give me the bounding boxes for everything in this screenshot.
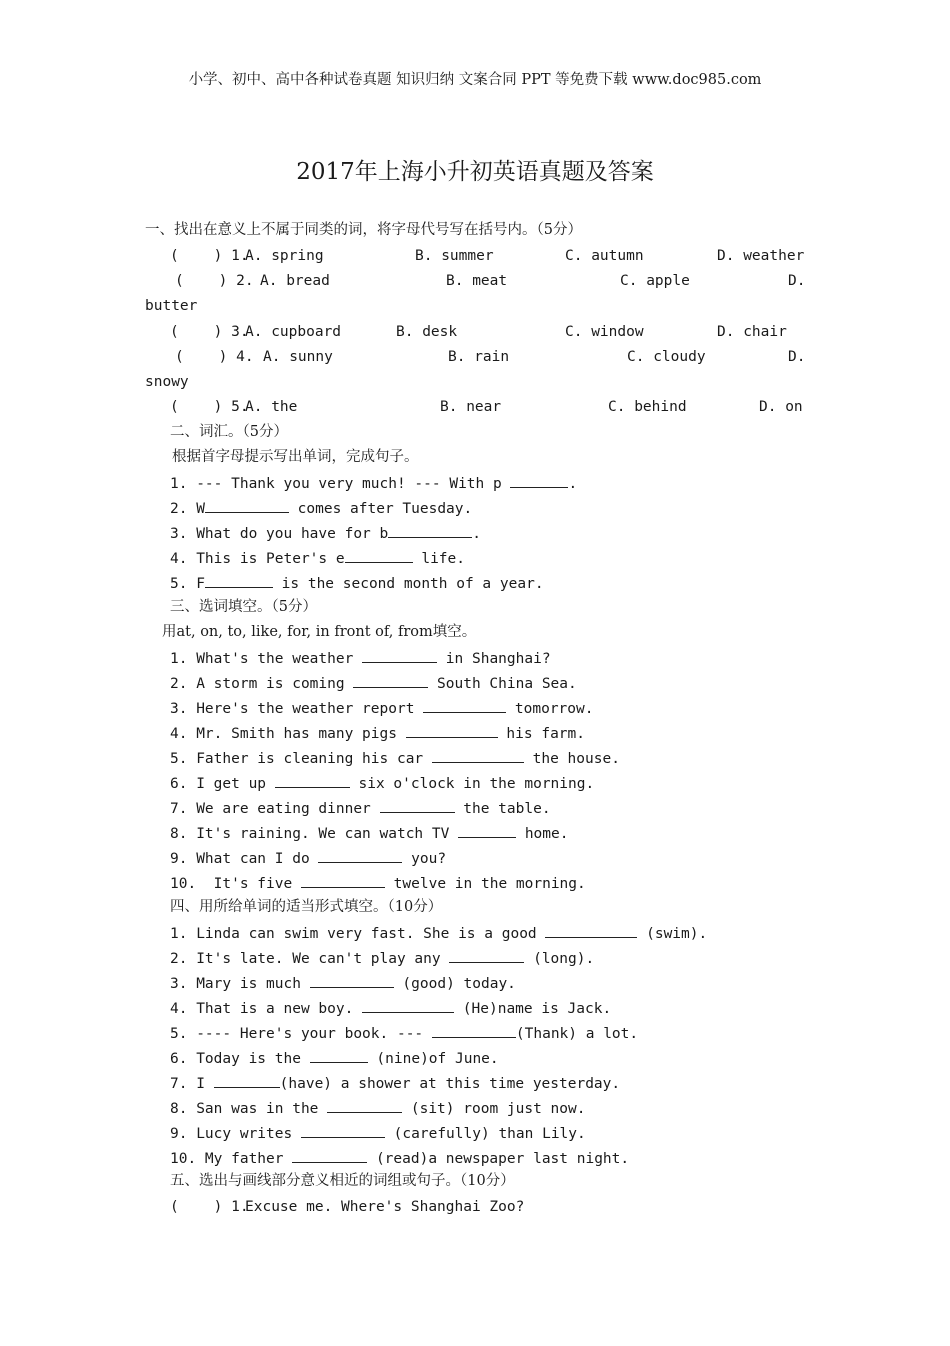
answer-blank[interactable] bbox=[318, 848, 402, 863]
s2-question-4 bbox=[170, 548, 465, 566]
answer-blank[interactable] bbox=[362, 998, 454, 1013]
s4-question-9 bbox=[170, 1123, 586, 1141]
s4-q7-text: 7. I bbox=[170, 1076, 214, 1092]
answer-blank[interactable] bbox=[449, 948, 524, 963]
answer-blank[interactable] bbox=[214, 1073, 280, 1088]
answer-blank[interactable] bbox=[345, 548, 413, 563]
section-4-heading: 四、用所给单词的适当形式填空。（10分） bbox=[170, 899, 443, 915]
s2-question-3 bbox=[170, 523, 481, 541]
s2-q4-text: 4. This is Peter's e bbox=[170, 551, 345, 567]
s3-q8-text: 8. It's raining. We can watch TV bbox=[170, 826, 459, 842]
answer-blank[interactable] bbox=[458, 823, 516, 838]
s1-q3-option-c: C. window bbox=[565, 324, 644, 340]
s1-q3-option-d: D. chair bbox=[717, 324, 787, 340]
s4-q5-tail: (Thank) a lot. bbox=[515, 1026, 639, 1042]
s1-q2-number: ( ) 2. bbox=[175, 273, 254, 289]
s3-question-7 bbox=[170, 798, 551, 816]
s4-question-3 bbox=[170, 973, 516, 991]
s3-q4-tail: his farm. bbox=[497, 726, 586, 742]
s4-question-8 bbox=[170, 1098, 585, 1116]
answer-blank[interactable] bbox=[353, 673, 428, 688]
answer-blank[interactable] bbox=[362, 648, 437, 663]
s1-q5-number: ( ) 5. bbox=[170, 399, 249, 415]
s3-q1-tail: in Shanghai? bbox=[437, 651, 551, 667]
answer-blank[interactable] bbox=[432, 748, 524, 763]
s4-q2-tail: (long). bbox=[524, 951, 595, 967]
s4-q8-tail: (sit) room just now. bbox=[402, 1101, 586, 1117]
answer-blank[interactable] bbox=[406, 723, 498, 738]
s1-q5-option-b: B. near bbox=[440, 399, 502, 415]
s4-q2-text: 2. It's late. We can't play any bbox=[170, 951, 450, 967]
section-2-instruction: 根据首字母提示写出单词，完成句子。 bbox=[172, 449, 419, 465]
s4-question-4 bbox=[170, 998, 611, 1016]
s1-q5-option-d: D. on bbox=[759, 399, 803, 415]
s4-q5-text: 5. ---- Here's your book. --- bbox=[170, 1026, 432, 1042]
s1-q3-number: ( ) 3. bbox=[170, 324, 249, 340]
answer-blank[interactable] bbox=[205, 573, 273, 588]
s1-q3-option-b: B. desk bbox=[396, 324, 458, 340]
s3-question-6 bbox=[170, 773, 594, 791]
answer-blank[interactable] bbox=[275, 773, 350, 788]
s1-q3-option-a: A. cupboard bbox=[245, 324, 342, 340]
answer-blank[interactable] bbox=[310, 973, 394, 988]
s4-q10-tail: (read)a newspaper last night. bbox=[367, 1151, 630, 1167]
s3-q6-text: 6. I get up bbox=[170, 776, 275, 792]
s4-q6-text: 6. Today is the bbox=[170, 1051, 310, 1067]
s2-q1-tail: . bbox=[568, 476, 578, 492]
s1-q4-number: ( ) 4. bbox=[175, 349, 254, 365]
s4-question-10 bbox=[170, 1148, 629, 1166]
s1-q4-option-d: D. bbox=[788, 349, 806, 365]
s4-q8-text: 8. San was in the bbox=[170, 1101, 328, 1117]
s5-q1-number: ( ) 1. bbox=[170, 1199, 249, 1215]
answer-blank[interactable] bbox=[545, 923, 637, 938]
answer-blank[interactable] bbox=[301, 873, 385, 888]
answer-blank[interactable] bbox=[423, 698, 506, 713]
s4-q9-text: 9. Lucy writes bbox=[170, 1126, 301, 1142]
s3-question-10 bbox=[170, 873, 586, 891]
s1-q4-option-c: C. cloudy bbox=[627, 349, 706, 365]
section-1-heading: 一、找出在意义上不属于同类的词，将字母代号写在括号内。（5分） bbox=[145, 222, 582, 238]
s1-q2-option-d: D. bbox=[788, 273, 806, 289]
s3-q10-tail: twelve in the morning. bbox=[384, 876, 586, 892]
s3-q9-tail: you? bbox=[402, 851, 447, 867]
s1-q1-number: ( ) 1. bbox=[170, 248, 249, 264]
s2-q3-text: 3. What do you have for b bbox=[170, 526, 389, 542]
s4-q10-text: 10. My father bbox=[170, 1151, 293, 1167]
s2-q5-text: 5. F bbox=[170, 576, 205, 592]
s1-q4-option-a: A. sunny bbox=[263, 349, 333, 365]
s3-q5-tail: the house. bbox=[523, 751, 620, 767]
s1-q5-option-a: A. the bbox=[245, 399, 298, 415]
s3-q3-text: 3. Here's the weather report bbox=[170, 701, 424, 717]
s3-q7-tail: the table. bbox=[454, 801, 551, 817]
s3-question-5 bbox=[170, 748, 620, 766]
s1-q1-option-b: B. summer bbox=[415, 248, 494, 264]
answer-blank[interactable] bbox=[205, 498, 289, 513]
s4-q7-tail: (have) a shower at this time yesterday. bbox=[279, 1076, 621, 1092]
s4-question-1 bbox=[170, 923, 707, 941]
s1-q1-option-c: C. autumn bbox=[565, 248, 644, 264]
s2-question-5 bbox=[170, 573, 544, 591]
s3-question-1 bbox=[170, 648, 551, 666]
s1-q1-option-a: A. spring bbox=[245, 248, 324, 264]
s1-q2-option-d-word: butter bbox=[145, 298, 198, 314]
s3-question-3 bbox=[170, 698, 593, 716]
s1-q1-option-d: D. weather bbox=[717, 248, 805, 264]
s4-q9-tail: (carefully) than Lily. bbox=[384, 1126, 586, 1142]
s2-question-2 bbox=[170, 498, 472, 516]
answer-blank[interactable] bbox=[292, 1148, 367, 1163]
s3-q7-text: 7. We are eating dinner bbox=[170, 801, 380, 817]
s1-q4-option-d-word: snowy bbox=[145, 374, 189, 390]
s2-q5-tail: is the second month of a year. bbox=[272, 576, 544, 592]
s4-question-5 bbox=[170, 1023, 638, 1041]
s3-q3-tail: tomorrow. bbox=[506, 701, 594, 717]
s5-q1-text: Excuse me. Where's Shanghai Zoo? bbox=[245, 1199, 525, 1215]
s3-q2-tail: South China Sea. bbox=[428, 676, 577, 692]
s1-q4-option-b: B. rain bbox=[448, 349, 510, 365]
s2-q1-text: 1. --- Thank you very much! --- With p bbox=[170, 476, 511, 492]
s4-q3-text: 3. Mary is much bbox=[170, 976, 310, 992]
s4-q4-text: 4. That is a new boy. bbox=[170, 1001, 363, 1017]
s2-q4-tail: life. bbox=[412, 551, 465, 567]
section-5-heading: 五、选出与画线部分意义相近的词组或句子。（10分） bbox=[170, 1173, 515, 1189]
s4-q1-tail: (swim). bbox=[637, 926, 708, 942]
section-3-instruction: 用at, on, to, like, for, in front of, from填空。 bbox=[162, 624, 477, 640]
s4-q4-tail: (He)name is Jack. bbox=[454, 1001, 612, 1017]
s3-q8-tail: home. bbox=[516, 826, 569, 842]
section-3-heading: 三、选词填空。（5分） bbox=[170, 599, 317, 615]
s4-question-6 bbox=[170, 1048, 499, 1066]
s3-question-8 bbox=[170, 823, 568, 841]
s3-question-4 bbox=[170, 723, 585, 741]
s3-q10-text: 10. It's five bbox=[170, 876, 301, 892]
s3-q5-text: 5. Father is cleaning his car bbox=[170, 751, 432, 767]
s4-q6-tail: (nine)of June. bbox=[367, 1051, 499, 1067]
answer-blank[interactable] bbox=[432, 1023, 516, 1038]
answer-blank[interactable] bbox=[301, 1123, 385, 1138]
s4-q3-tail: (good) today. bbox=[393, 976, 516, 992]
s3-q1-text: 1. What's the weather bbox=[170, 651, 363, 667]
s1-q2-option-c: C. apple bbox=[620, 273, 690, 289]
answer-blank[interactable] bbox=[380, 798, 455, 813]
s2-q2-text: 2. W bbox=[170, 501, 205, 517]
answer-blank[interactable] bbox=[327, 1098, 402, 1113]
s3-q6-tail: six o'clock in the morning. bbox=[349, 776, 595, 792]
s4-q1-text: 1. Linda can swim very fast. She is a good bbox=[170, 926, 546, 942]
section-2-heading: 二、词汇。（5分） bbox=[170, 424, 288, 440]
s1-q2-option-a: A. bread bbox=[260, 273, 330, 289]
s3-q2-text: 2. A storm is coming bbox=[170, 676, 354, 692]
s2-q3-tail: . bbox=[472, 526, 481, 542]
s1-q5-option-c: C. behind bbox=[608, 399, 687, 415]
s3-question-2 bbox=[170, 673, 577, 691]
s4-question-2 bbox=[170, 948, 594, 966]
s2-q2-tail: comes after Tuesday. bbox=[288, 501, 473, 517]
page-title: 2017年上海小升初英语真题及答案 bbox=[296, 159, 654, 185]
s3-q4-text: 4. Mr. Smith has many pigs bbox=[170, 726, 406, 742]
answer-blank[interactable] bbox=[310, 1048, 368, 1063]
answer-blank[interactable] bbox=[510, 473, 568, 488]
s4-question-7 bbox=[170, 1073, 620, 1091]
s1-q2-option-b: B. meat bbox=[446, 273, 508, 289]
page-header: 小学、初中、高中各种试卷真题 知识归纳 文案合同 PPT 等免费下载 www.doc985.com bbox=[188, 72, 762, 88]
s2-question-1 bbox=[170, 473, 577, 491]
answer-blank[interactable] bbox=[388, 523, 472, 538]
s3-question-9 bbox=[170, 848, 446, 866]
s3-q9-text: 9. What can I do bbox=[170, 851, 319, 867]
